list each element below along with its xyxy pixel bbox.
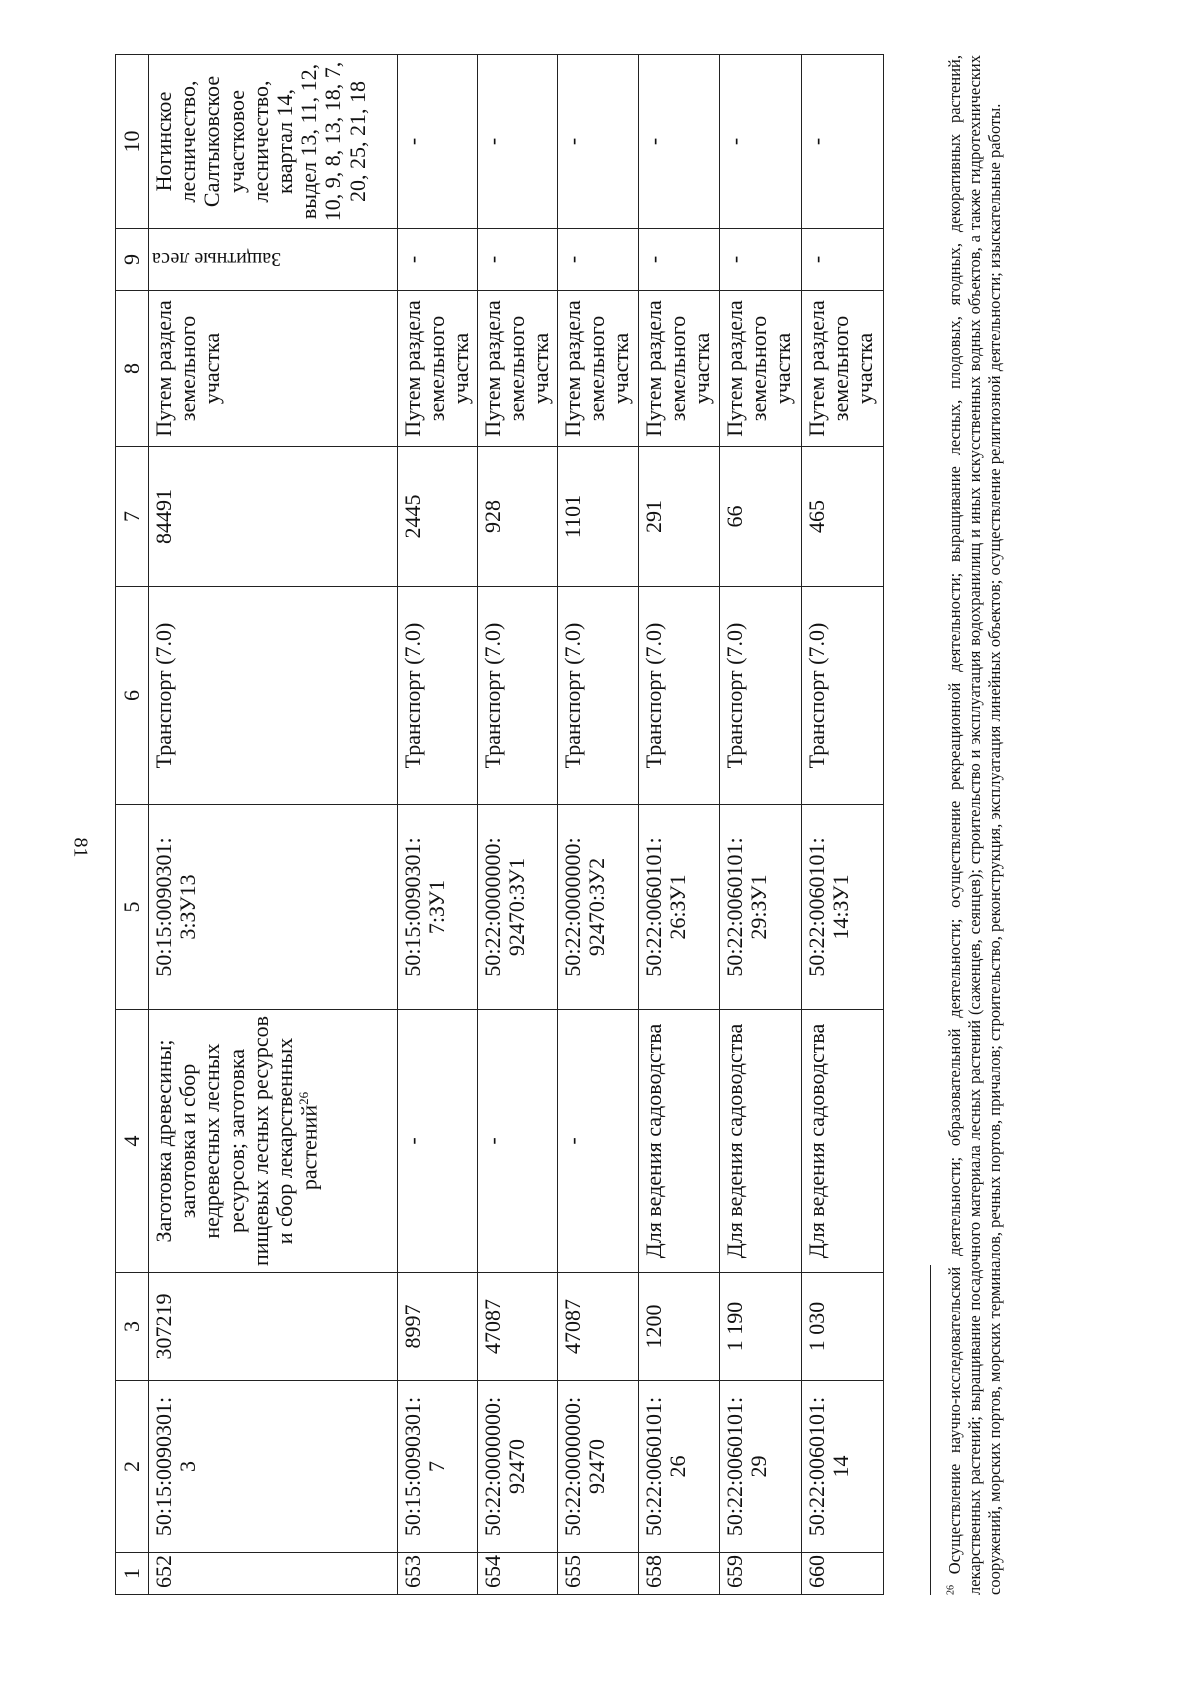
permitted-use (149, 1010, 398, 1273)
forest-category: - (638, 229, 719, 291)
col-number-8: 8 (116, 291, 149, 447)
formation-method: Путем раздела земельного участка (719, 291, 801, 447)
forest-location: Ногинское лесничество, Салтыковское участковое лесничество, квартал 14, выдел 13, 11, 12, 10, 9, 8, 13, 18, 7, 20, 25, 21, 18 (149, 55, 398, 229)
new-plot-use: Транспорт (7.0) (801, 587, 883, 805)
col-number-10: 10 (116, 55, 149, 229)
table-row (801, 55, 883, 1595)
row-number: 652 (149, 1553, 398, 1595)
source-area: 8997 (398, 1273, 478, 1381)
row-number: 654 (477, 1553, 557, 1595)
source-area: 47087 (557, 1273, 638, 1381)
col-number-6: 6 (116, 587, 149, 805)
column-number-row (116, 55, 149, 1595)
permitted-use: Для ведения садоводства (638, 1010, 719, 1273)
forest-location: - (477, 55, 557, 229)
permitted-use: - (557, 1010, 638, 1273)
row-number: 660 (801, 1553, 883, 1595)
new-plot-use: Транспорт (7.0) (638, 587, 719, 805)
table-row (557, 55, 638, 1595)
col-number-3: 3 (116, 1273, 149, 1381)
col-number-9: 9 (116, 229, 149, 291)
table-row (638, 55, 719, 1595)
source-cadastral-number: 50:22:0060101: 29 (719, 1381, 801, 1553)
new-plot-area: 2445 (398, 447, 478, 587)
forest-category: - (477, 229, 557, 291)
formation-method: Путем раздела земельного участка (638, 291, 719, 447)
row-number: 658 (638, 1553, 719, 1595)
footnote-divider (930, 1265, 931, 1595)
source-area: 307219 (149, 1273, 398, 1381)
source-area: 1200 (638, 1273, 719, 1381)
forest-location: - (638, 55, 719, 229)
permitted-use: - (477, 1010, 557, 1273)
footnote-ref: 26 (296, 1091, 312, 1105)
row-number: 653 (398, 1553, 478, 1595)
formation-method: Путем раздела земельного участка (557, 291, 638, 447)
forest-category: - (719, 229, 801, 291)
new-plot-use: Транспорт (7.0) (398, 587, 478, 805)
col-number-1: 1 (116, 1553, 149, 1595)
source-cadastral-number: 50:22:0060101: 26 (638, 1381, 719, 1553)
table-row (149, 55, 398, 1595)
new-plot-use: Транспорт (7.0) (477, 587, 557, 805)
row-number: 659 (719, 1553, 801, 1595)
forest-category: - (801, 229, 883, 291)
source-cadastral-number: 50:22:0000000: 92470 (557, 1381, 638, 1553)
formation-method: Путем раздела земельного участка (477, 291, 557, 447)
forest-location: - (801, 55, 883, 229)
permitted-use: Для ведения садоводства (719, 1010, 801, 1273)
forest-location: - (719, 55, 801, 229)
footnote-mark: 26 (945, 1585, 957, 1595)
new-plot-use: Транспорт (7.0) (719, 587, 801, 805)
rotated-landscape-page (115, 55, 1090, 1595)
source-area: 1 030 (801, 1273, 883, 1381)
formation-method: Путем раздела земельного участка (149, 291, 398, 447)
formation-method: Путем раздела земельного участка (801, 291, 883, 447)
forest-category-cell (149, 229, 398, 291)
new-plot-use: Транспорт (7.0) (557, 587, 638, 805)
new-plot-area: 291 (638, 447, 719, 587)
table-row (719, 55, 801, 1595)
forest-location: - (398, 55, 478, 229)
col-number-4: 4 (116, 1010, 149, 1273)
new-plot-number: 50:22:0000000: 92470:ЗУ1 (477, 805, 557, 1010)
source-area: 47087 (477, 1273, 557, 1381)
forest-category: Защитные леса (152, 248, 282, 271)
source-cadastral-number: 50:22:0060101: 14 (801, 1381, 883, 1553)
col-number-5: 5 (116, 805, 149, 1010)
table-row (398, 55, 478, 1595)
footnote-text: Осуществление научно-исследовательской деятельности; образовательной деятельности; осуществление рекреационной деятельности; выращивание лесных, плодовых, ягодных, декоративных растений, лекарственных растений; выращивание посадочного материала лесных растений (саженцев, сеянцев); строительство и эксплуатация водохранилищ и иных искусственных водных объектов, а также гидротехнических сооружений, морских портов, морских терминалов, речных портов, причалов; строительство, реконструкция, эксплуатация линейных объектов; осуществление религиозной деятельности; изыскательные работы. (944, 55, 1004, 1595)
source-area: 1 190 (719, 1273, 801, 1381)
col-number-7: 7 (116, 447, 149, 587)
new-plot-area: 928 (477, 447, 557, 587)
new-plot-area: 1101 (557, 447, 638, 587)
new-plot-area: 66 (719, 447, 801, 587)
new-plot-area: 465 (801, 447, 883, 587)
new-plot-number: 50:22:0000000: 92470:ЗУ2 (557, 805, 638, 1010)
new-plot-use: Транспорт (7.0) (149, 587, 398, 805)
row-number: 655 (557, 1553, 638, 1595)
table-row (477, 55, 557, 1595)
permitted-use: - (398, 1010, 478, 1273)
new-plot-number: 50:22:0060101: 14:ЗУ1 (801, 805, 883, 1010)
forest-category: - (398, 229, 478, 291)
forest-category: - (557, 229, 638, 291)
formation-method: Путем раздела земельного участка (398, 291, 478, 447)
new-plot-area: 84491 (149, 447, 398, 587)
land-plots-table (115, 54, 884, 1595)
source-cadastral-number: 50:22:0000000: 92470 (477, 1381, 557, 1553)
forest-location: - (557, 55, 638, 229)
source-cadastral-number: 50:15:0090301: 3 (149, 1381, 398, 1553)
col-number-2: 2 (116, 1381, 149, 1553)
new-plot-number: 50:15:0090301: 3:ЗУ13 (149, 805, 398, 1010)
source-cadastral-number: 50:15:0090301: 7 (398, 1381, 478, 1553)
new-plot-number: 50:22:0060101: 29:ЗУ1 (719, 805, 801, 1010)
footnote (945, 55, 1005, 1595)
permitted-use: Для ведения садоводства (801, 1010, 883, 1273)
permitted-use-text: Заготовка древесины; заготовка и сбор недревесных лесных ресурсов; заготовка пищевых лесных ресурсов и сбор лекарственных растений (151, 1016, 322, 1266)
new-plot-number: 50:22:0060101: 26:ЗУ1 (638, 805, 719, 1010)
new-plot-number: 50:15:0090301: 7:ЗУ1 (398, 805, 478, 1010)
page-number: 81 (69, 837, 92, 858)
